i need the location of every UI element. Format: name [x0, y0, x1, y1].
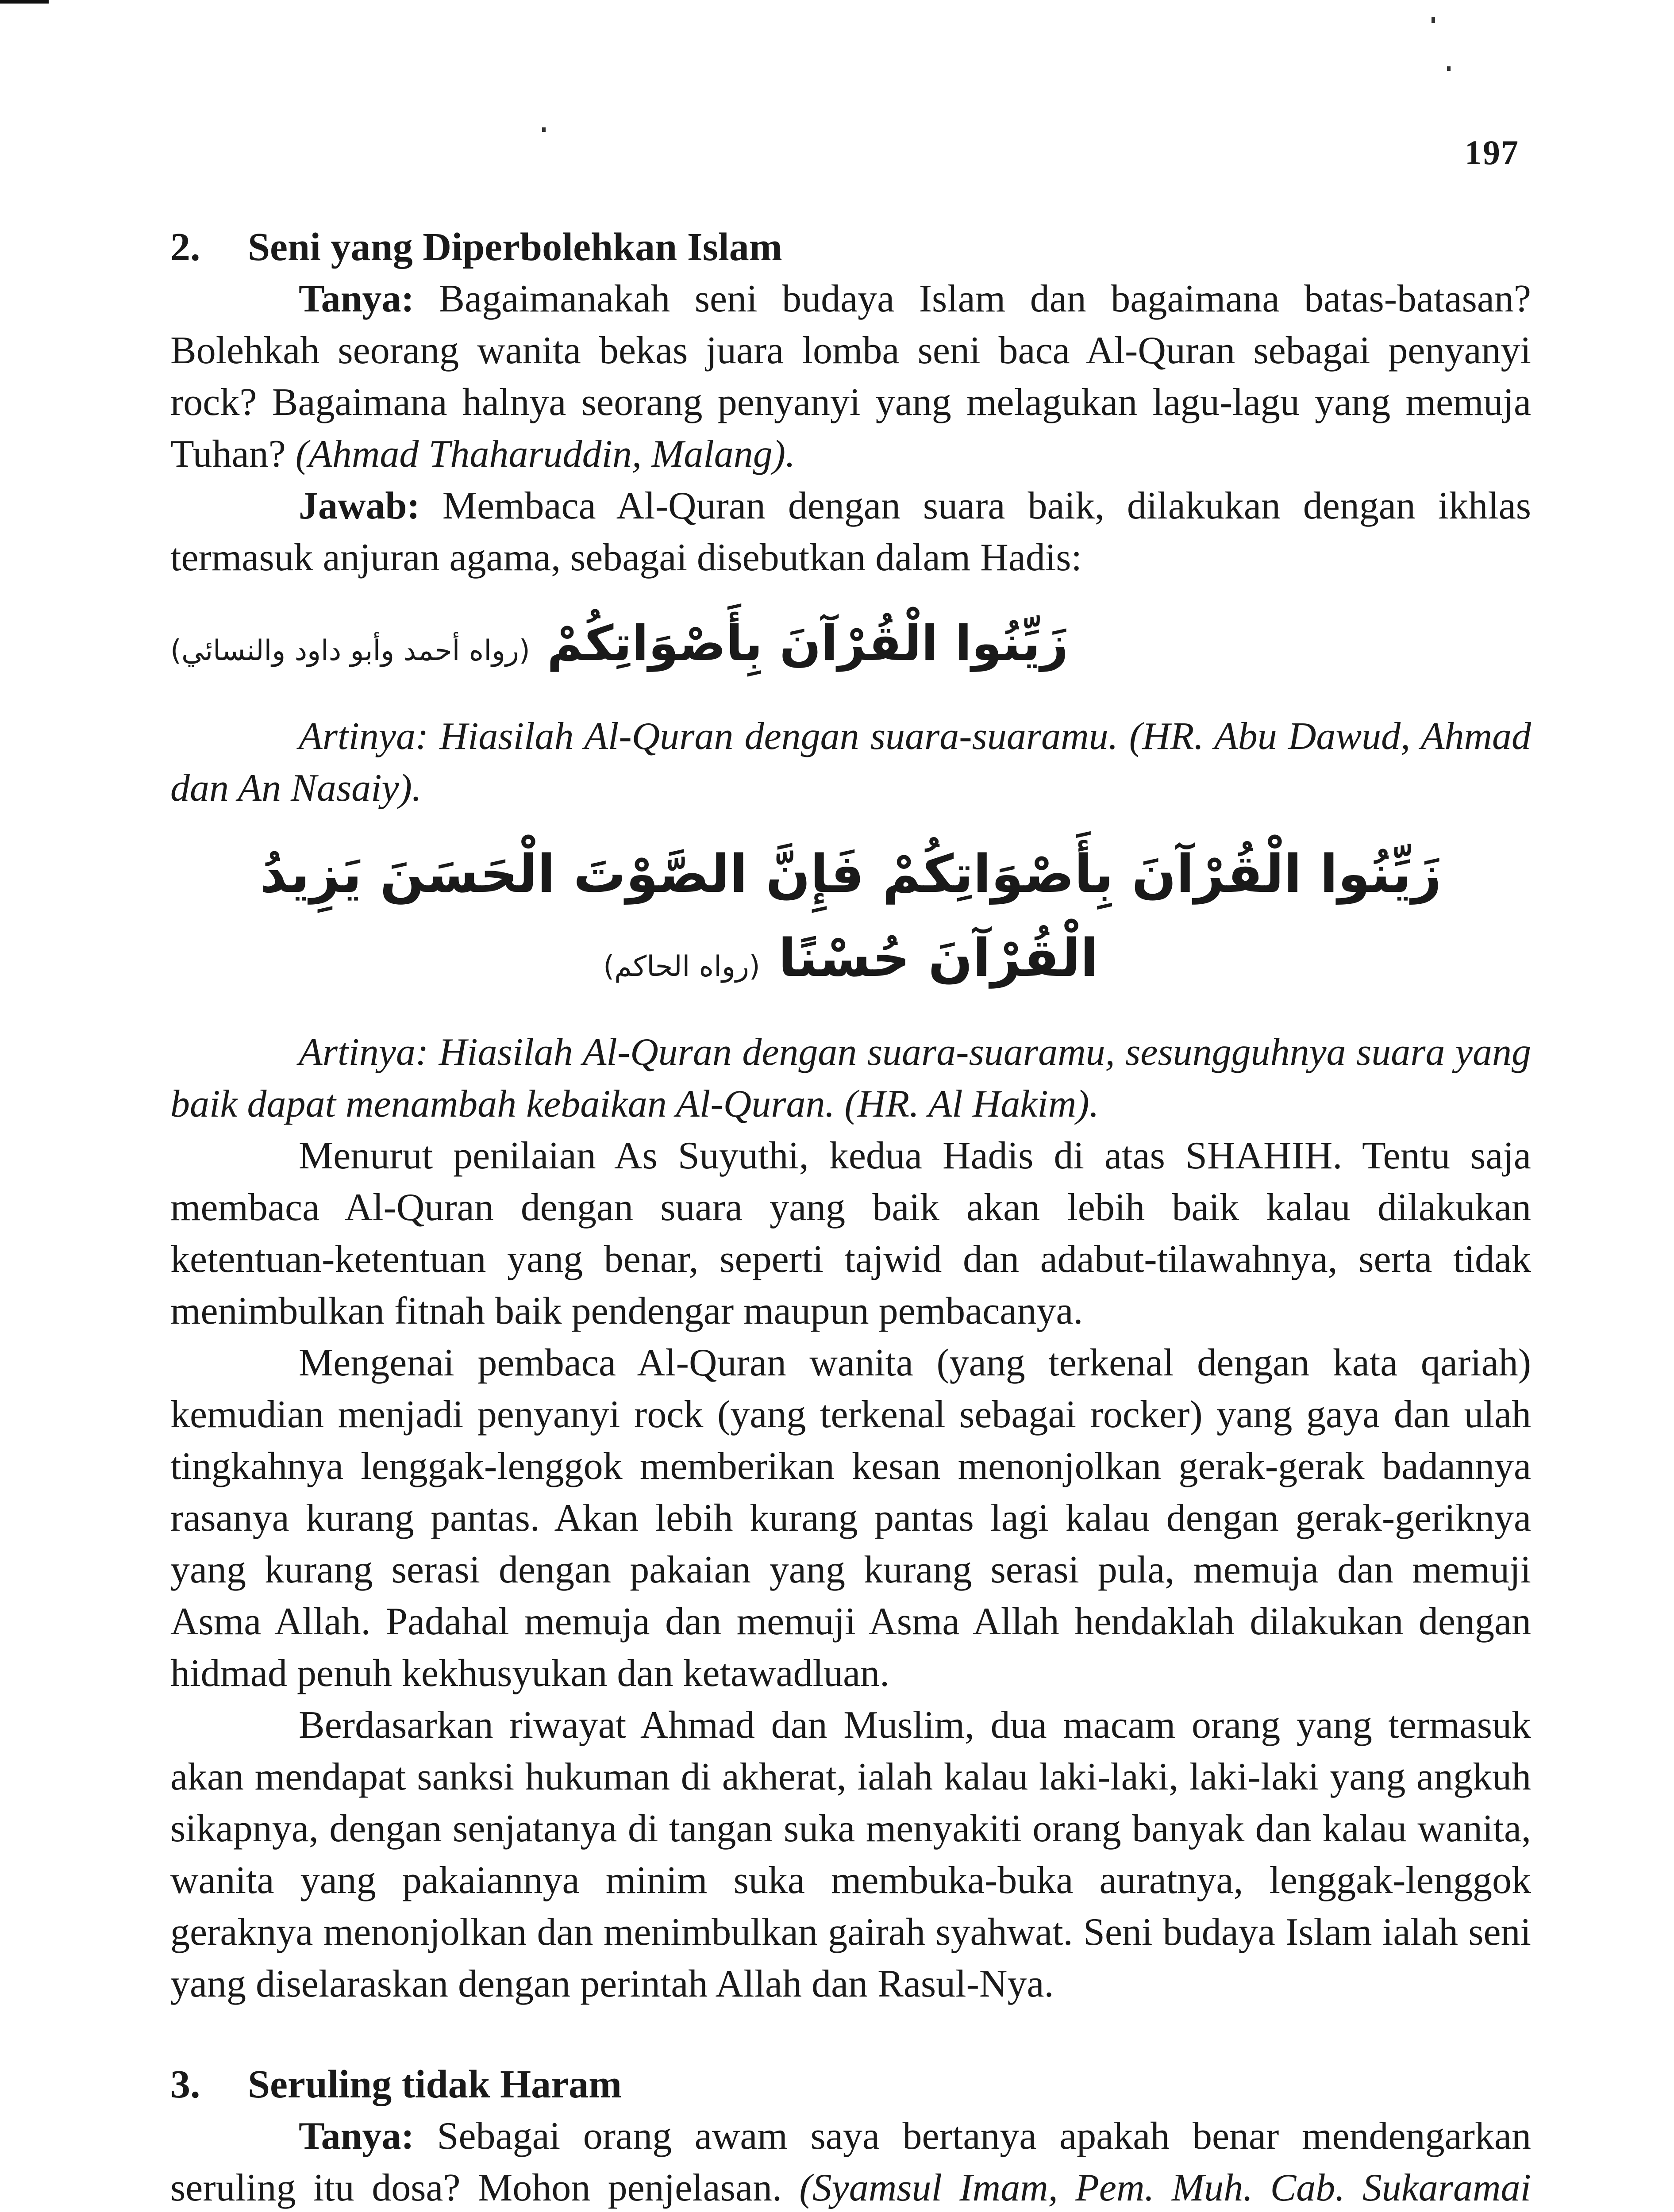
- hadith-text: زَيِّنُوا الْقُرْآنَ بِأَصْوَاتِكُمْ فَإِنَّ الصَّوْتَ الْحَسَنَ يَزِيدُ الْقُرْآنَ حُسْنًا: [260, 843, 1442, 988]
- answer-paragraph: [170, 480, 1531, 584]
- section-number: 2.: [170, 225, 200, 269]
- page-number: 197: [1465, 133, 1519, 172]
- hadith-source: (رواه أحمد وأبو داود والنسائي): [170, 634, 530, 667]
- question-author: (Syamsul Imam, Pem. Muh. Cab. Sukaramai: [799, 2166, 1531, 2209]
- question-author: (Ahmad Thaharuddin, Malang).: [295, 433, 796, 476]
- hadith-text: زَيِّنُوا الْقُرْآنَ بِأَصْوَاتِكُمْ: [547, 615, 1069, 672]
- hadith-arabic-1: [170, 601, 1531, 693]
- hadith-source: (رواه الحاكم): [603, 950, 760, 983]
- scan-speck: [542, 127, 546, 132]
- page-content: [170, 221, 1531, 2212]
- question-text: Sebagai orang awam saya bertanya apakah benar mendengarkan seruling itu dosa? Mohon penjelasan.: [170, 2115, 1531, 2209]
- question-paragraph: [170, 2110, 1531, 2212]
- section-number: 3.: [170, 2062, 200, 2106]
- answer-text: Membaca Al-Quran dengan suara baik, dilakukan dengan ikhlas termasuk anjuran agama, sebagai disebutkan dalam Hadis:: [170, 484, 1532, 579]
- scan-corner-mark: [0, 0, 49, 4]
- hadith-translation-2: Artinya: Hiasilah Al-Quran dengan suara-suaramu, sesungguhnya suara yang baik dapat menambah kebaikan Al-Quran. (HR. Al Hakim).: [170, 1031, 1531, 1125]
- section-heading: [170, 221, 1531, 273]
- hadith-arabic-2: [170, 832, 1531, 1009]
- section-title: Seni yang Diperbolehkan Islam: [248, 225, 782, 269]
- question-text: Bagaimanakah seni budaya Islam dan bagaimana batas-batasan? Bolehkah seorang wanita bekas juara lomba seni baca Al-Quran sebagai penyanyi rock? Bagaimana halnya seorang penyanyi yang melagukan lagu-lagu yang memuja Tuhan?: [170, 277, 1531, 476]
- section-title: Seruling tidak Haram: [248, 2062, 622, 2106]
- hadith-translation-1: Artinya: Hiasilah Al-Quran dengan suara-suaramu. (HR. Abu Dawud, Ahmad dan An Nasaiy).: [170, 715, 1531, 810]
- section-heading: [170, 2058, 1531, 2110]
- body-paragraph: Mengenai pembaca Al-Quran wanita (yang terkenal dengan kata qariah) kemudian menjadi penyanyi rock (yang terkenal sebagai rocker) yang gaya dan ulah tingkahnya lenggak-lenggok memberikan kesan menonjolkan gerak-gerak badannya rasanya kurang pantas. Akan lebih kurang pantas lagi kalau dengan gerak-geriknya yang kurang serasi dengan pakaian yang kurang serasi pula, memuja dan memuji Asma Allah. Padahal memuja dan memuji Asma Allah hendaklah dilakukan dengan hidmad penuh kekhusyukan dan ketawadluan.: [170, 1341, 1531, 1695]
- scan-speck: [1432, 17, 1435, 23]
- section-spacer: [170, 2010, 1531, 2058]
- question-label: Tanya:: [299, 2115, 414, 2158]
- answer-label: Jawab:: [299, 484, 420, 527]
- body-paragraph: Menurut penilaian As Suyuthi, kedua Hadis di atas SHAHIH. Tentu saja membaca Al-Quran dengan suara yang baik akan lebih baik kalau dilakukan ketentuan-ketentuan yang benar, seperti tajwid dan adabut-tilawahnya, serta tidak menimbulkan fitnah baik pendengar maupun pembacanya.: [170, 1134, 1531, 1333]
- scan-speck: [1447, 66, 1451, 71]
- question-paragraph: [170, 273, 1531, 480]
- question-label: Tanya:: [299, 277, 414, 320]
- body-paragraph: Berdasarkan riwayat Ahmad dan Muslim, dua macam orang yang termasuk akan mendapat sanksi hukuman di akherat, ialah kalau laki-laki, laki-laki yang angkuh sikapnya, dengan senjatanya di tangan suka menyakiti orang banyak dan kalau wanita, wanita yang pakaiannya minim suka membuka-buka auratnya, lenggak-lenggok geraknya menonjolkan dan menimbulkan gairah syahwat. Seni budaya Islam ialah seni yang diselaraskan dengan perintah Allah dan Rasul-Nya.: [170, 1704, 1531, 2005]
